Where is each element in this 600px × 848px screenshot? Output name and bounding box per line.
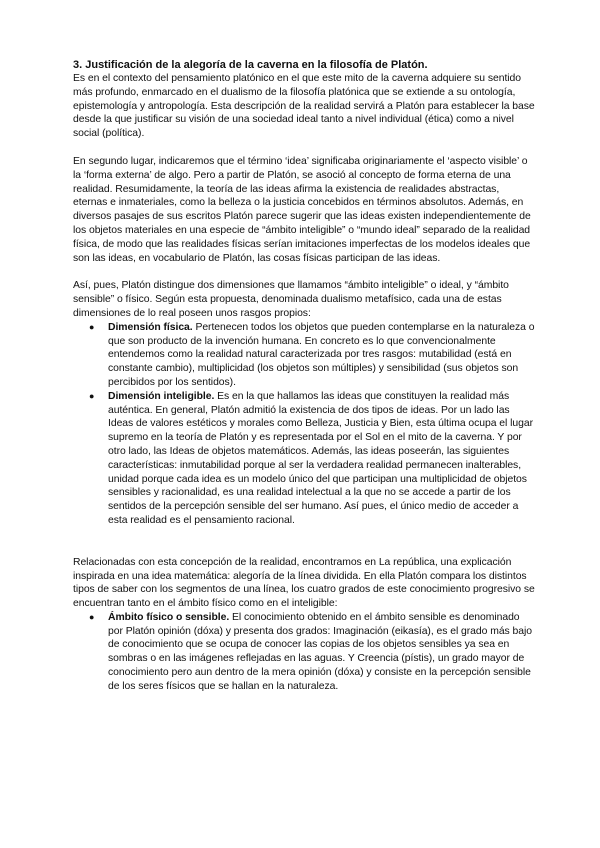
section-heading: 3. Justificación de la alegoría de la caverna en la filosofía de Platón. bbox=[73, 59, 428, 71]
list-item-intelligible-dimension bbox=[73, 390, 535, 528]
bullet-icon: ● bbox=[89, 611, 95, 622]
paragraph-idea-term: En segundo lugar, indicaremos que el término ‘idea’ significaba originariamente el ‘aspecto visible’ o la ‘forma externa’ de algo. Pero a partir de Platón, se asoció al concepto de forma eterna de una realidad. Resumidamente, la teoría de las ideas afirma la existencia de realidades abstractas, eternas e inmateriales, como la belleza o la justicia concebidos en términos absolutos. Además, en diversos pasajes de sus escritos Platón parece sugerir que las ideas existen independientemente de los objetos materiales en una especie de “ámbito inteligible” o “mundo ideal” separado de la realidad física, de modo que las realidades físicas serían imitaciones imperfectas de los modelos ideales que son las ideas, en vocabulario de Platón, las cosas físicas participan de las ideas. bbox=[73, 155, 531, 264]
dimensions-list bbox=[73, 321, 535, 528]
paragraph-intro: Es en el contexto del pensamiento platónico en el que este mito de la caverna adquiere su sentido más profundo, enmarcado en el dualismo de la filosofía platónica que se extiende a su ontología, epistemología y antropología. Esta descripción de la realidad servirá a Platón para establecer la base desde la que justificar su visión de una sociedad ideal tanto a nivel individual (ética) como a nivel social (política). bbox=[73, 73, 535, 140]
list-item-physical-dimension bbox=[73, 321, 535, 390]
list-item-text: El conocimiento obtenido en el ámbito sensible es denominado por Platón opinión (dóxa) y presenta dos grados: Imaginación (eikasía), es el grado más bajo de conocimiento que se ocupa de conocer las copias de los objetos sensibles ya sea en sombras o en las imágenes reflejadas en las aguas. Y Creencia (pístis), un grado mayor de conocimiento pero aun dentro de la mera opinión (dóxa) y consiste en la percepción sensible de los seres físicos que se hallan en la naturaleza. bbox=[108, 611, 532, 692]
list-item-text: Es en la que hallamos las ideas que constituyen la realidad más auténtica. En general, Platón admitió la existencia de dos tipos de ideas. Por un lado las Ideas de valores estéticos y morales como Belleza, Justicia y Bien, esta última ocupa el lugar supremo en la teoría de Platón y es representada por el Sol en el mito de la caverna. Y por otro lado, las Ideas de objetos matemáticos. Además, las ideas poseerán, las siguientes características: inmutabilidad porque al ser la verdadera realidad permanecen inalterables, unidad porque cada idea es un modelo único del que participan una multiplicidad de objetos sensibles y racionalidad, es una realidad intelectual a la que no se accede a partir de los sentidos de la percepción sensible del ser humano. Así pues, el único medio de acceder a esta realidad es el pensamiento racional. bbox=[108, 390, 533, 526]
knowledge-grades-list bbox=[73, 611, 535, 694]
list-item-term: Ámbito físico o sensible. bbox=[108, 611, 230, 623]
paragraph-dualism: Así, pues, Platón distingue dos dimensiones que llamamos “ámbito inteligible” o ideal, y “ámbito sensible” o físico. Según esta propuesta, denominada dualismo metafísico, cada una de estas dimensiones de lo real poseen unos rasgos propios: bbox=[73, 280, 509, 319]
paragraph-divided-line: Relacionadas con esta concepción de la realidad, encontramos en La república, una explicación inspirada en una idea matemática: alegoría de la línea dividida. En ella Platón compara los distintos tipos de saber con los segmentos de una línea, los cuatro grados de este conocimiento progresivo se encuentran tanto en el ámbito físico como en el inteligible: bbox=[73, 556, 535, 610]
document-body bbox=[73, 58, 535, 694]
list-item-sensible-realm bbox=[73, 611, 535, 694]
list-item-term: Dimensión inteligible. bbox=[108, 390, 215, 402]
bullet-icon: ● bbox=[89, 321, 95, 332]
list-item-text: Pertenecen todos los objetos que pueden contemplarse en la naturaleza o que son producto de la invención humana. En concreto es lo que convencionalmente entendemos como la realidad natural caracterizada por tres rasgos: mutabilidad (está en constante cambio), multiplicidad (los objetos son múltiples) y sensibilidad (sus objetos son percibidos por los sentidos). bbox=[108, 321, 535, 388]
list-item-term: Dimensión física. bbox=[108, 321, 193, 333]
bullet-icon: ● bbox=[89, 390, 95, 401]
